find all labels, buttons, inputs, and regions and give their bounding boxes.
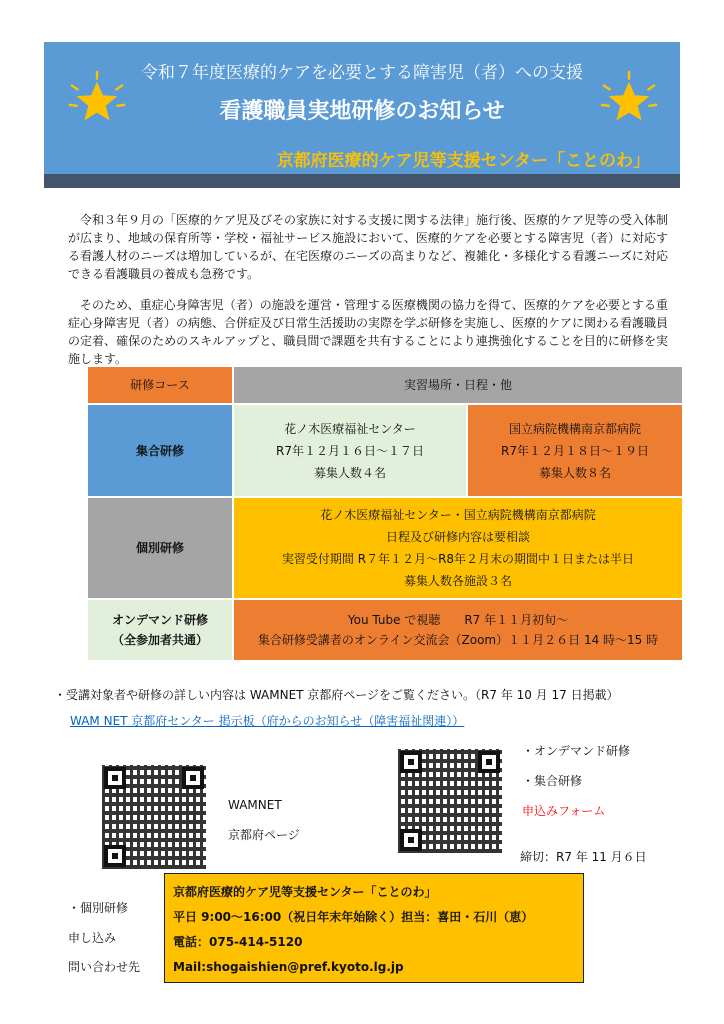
contact-side-label-2: 申し込み <box>68 931 117 945</box>
ondemand-youtube: You Tube で視聴 R7 年１１月初旬～ <box>347 613 569 627</box>
banner-underline <box>44 174 680 188</box>
group-a-capacity: 募集人数４名 <box>313 465 386 480</box>
row-label-ondemand-training <box>88 600 232 660</box>
ondemand-training-details <box>234 600 682 660</box>
contact-hours: 平日 9:00～16:00（祝日年末年始除く）担当：喜田・石川（恵） <box>173 910 534 924</box>
individual-schedule-note: 日程及び研修内容は要相談 <box>385 530 530 544</box>
row-label-individual-training <box>88 498 232 598</box>
ondemand-label-note: （全参加者共通） <box>111 633 208 647</box>
page-title: 看護職員実地研修のお知らせ <box>219 99 505 124</box>
wamnet-board-link[interactable]: WAM NET 京都府センター 掲示板（府からのお知らせ（障害福祉関連）） <box>70 714 465 728</box>
kyoto-page-label: 京都府ページ <box>228 828 300 842</box>
contact-org: 京都府医療的ケア児等支援センター「ことのわ」 <box>173 885 437 899</box>
individual-training-label: 個別研修 <box>135 541 184 555</box>
group-training-hananoki <box>234 405 466 496</box>
contact-phone: 電話：075-414-5120 <box>173 935 303 949</box>
group-b-capacity: 募集人数８名 <box>538 465 611 480</box>
application-form-qr-code[interactable] <box>398 749 502 853</box>
ondemand-form-label: ・オンデマンド研修 <box>522 744 631 758</box>
table-header-detail <box>234 367 682 403</box>
application-form-link[interactable]: 申込みフォーム <box>522 804 606 818</box>
individual-capacity: 募集人数各施設３名 <box>403 574 512 588</box>
group-a-facility: 花ノ木医療福祉センター <box>284 421 416 436</box>
wamnet-label: WAMNET <box>228 798 282 812</box>
individual-period: 実習受付期間 R７年１２月～R8年２月末の期間中１日または半日 <box>281 552 635 566</box>
group-a-dates: R7年１２月１６日～１７日 <box>276 443 424 458</box>
header-course-text: 研修コース <box>130 378 190 392</box>
organizer-name: 京都府医療的ケア児等支援センター「ことのわ」 <box>276 151 650 171</box>
individual-training-details <box>234 498 682 598</box>
contact-side-label-1: ・個別研修 <box>68 901 129 915</box>
group-b-facility: 国立病院機構南京都病院 <box>508 421 641 436</box>
group-form-label: ・集合研修 <box>522 774 583 788</box>
contact-side-label-3: 問い合わせ先 <box>68 960 141 974</box>
group-training-label: 集合研修 <box>135 443 184 458</box>
header-detail-text: 実習場所・日程・他 <box>403 378 512 392</box>
ondemand-label: オンデマンド研修 <box>111 613 208 627</box>
contact-email[interactable]: Mail:shogaishien@pref.kyoto.lg.jp <box>173 960 404 974</box>
group-training-minami-kyoto <box>468 405 682 496</box>
contact-box <box>164 873 584 983</box>
wamnet-info-note: ・受講対象者や研修の詳しい内容は WAMNET 京都府ページをご覧ください。（R7 年 10 月 17 日掲載） <box>54 688 619 702</box>
ondemand-zoom-meetup: 集合研修受講者のオンライン交流会（Zoom）１１月２６日 14 時～15 時 <box>257 633 659 647</box>
wamnet-qr-code[interactable] <box>102 765 206 869</box>
group-b-dates: R7年１２月１８日～１９日 <box>501 443 649 458</box>
application-deadline: 締切：R7 年 11 月６日 <box>520 850 647 864</box>
intro-paragraph-1: 令和３年９月の「医療的ケア児及びその家族に対する支援に関する法律」施行後、医療的ケア児等の受入体制が広まり、地域の保育所等・学校・福祉サービス施設において、医療的ケアを必要とする障害児（者）に対応する看護人材のニーズは増加しているが、在宅医療のニーズの高まりなど、複雑化・多様化する看護ニーズに対応できる看護職員の養成も急務です。 <box>68 213 669 281</box>
row-label-group-training <box>88 405 232 496</box>
table-header-course <box>88 367 232 403</box>
intro-paragraph-2: そのため、重症心身障害児（者）の施設を運営・管理する医療機関の協力を得て、医療的ケアを必要とする重症心身障害児（者）の病態、合併症及び日常生活援助の実際を学ぶ研修を実施し、医療的ケアに関わる看護職員の定着、確保のためのスキルアップと、職員間で課題を共有することにより連携強化することを目的に研修を実施します。 <box>68 298 669 366</box>
banner-subtitle: 令和７年度医療的ケアを必要とする障害児（者）への支援 <box>141 63 583 83</box>
individual-facilities: 花ノ木医療福祉センター・国立病院機構南京都病院 <box>320 508 596 522</box>
header-banner <box>44 42 680 174</box>
